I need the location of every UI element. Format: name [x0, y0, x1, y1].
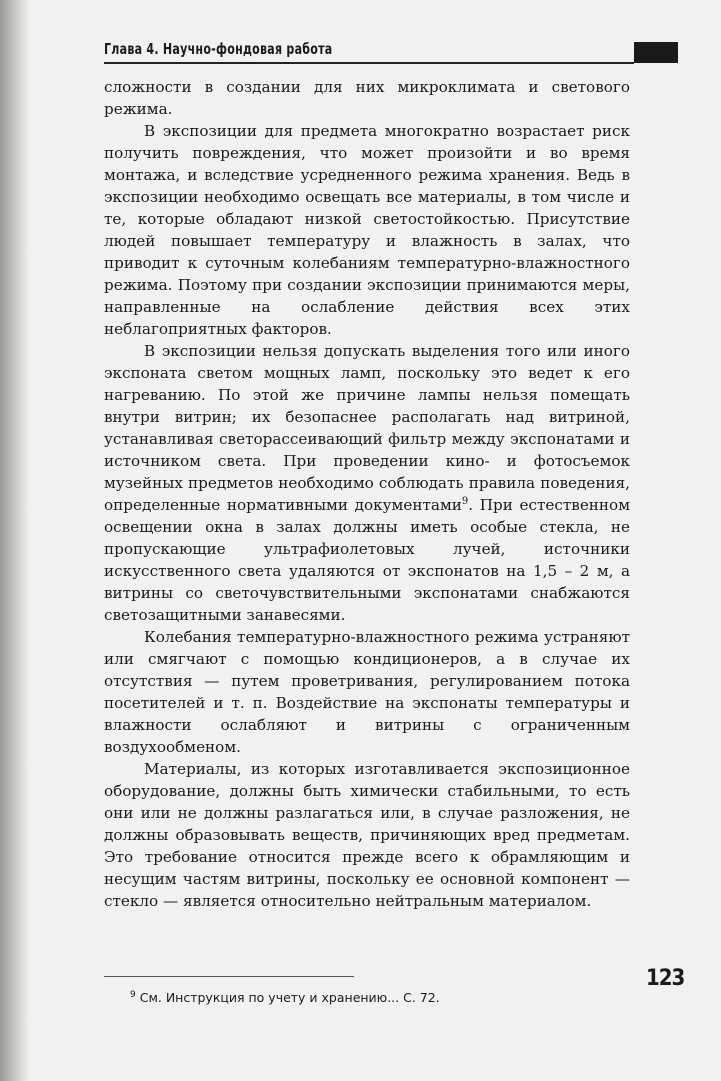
header-title: Глава 4. Научно-фондовая работа — [104, 40, 333, 58]
paragraph-text: . При естественном освещении окна в залах должны иметь особые стекла, не пропускающие ультрафиолетовых лучей, источники искусственного света удаляются от экспонатов на 1,5 – 2 м, а витрины со светочувствительными экспонатами снабжаются светозащитными занавесями. — [104, 496, 631, 624]
paragraph-text: В экспозиции нельзя допускать выделения того или иного экспоната светом мощных ламп, поскольку это ведет к его нагреванию. По этой же причине лампы нельзя помещать внутри витрин; их безопаснее располагать над витриной, устанавливая светорассеивающий фильтр между экспонатами и источником света. При проведении кино- и фотосъемок музейных предметов необходимо соблюдать правила поведения, определенные нормативными документами — [104, 342, 630, 514]
page-binding-edge — [0, 0, 28, 1081]
footnote-separator — [104, 976, 354, 977]
header-black-marker — [634, 42, 678, 63]
paragraph: Материалы, из которых изготавливается экспозиционное оборудование, должны быть химически стабильными, то есть они или не должны разлагаться или, в случае разложения, не должны образовывать веществ, причиняющих вред предметам. Это требование относится прежде всего к обрамляющим и несущим частям витрины, поскольку ее основной компонент — стекло — является относительно нейтральным материалом. — [104, 760, 630, 910]
paragraph: В экспозиции для предмета многократно возрастает риск получить повреждения, что может произойти и во время монтажа, и вследствие усредненного режима хранения. Ведь в экспозиции необходимо освещать все материалы, в том числе и те, которые обладают низкой светостойкостью. Присутствие людей повышает температуру и влажность в залах, что приводит к суточным колебаниям температурно-влажностного режима. Поэтому при создании экспозиции принимаются меры, направленные на ослабление действия всех этих неблагоприятных факторов. — [104, 122, 630, 338]
footnote-reference[interactable]: 9 — [461, 495, 469, 507]
header-rule — [104, 62, 634, 64]
page-number: 123 — [646, 966, 685, 991]
footnote-text: См. Инструкция по учету и хранению... С. 72. — [139, 990, 440, 1006]
footnote — [130, 986, 440, 1007]
running-header — [104, 40, 678, 64]
main-text — [104, 76, 630, 912]
paragraph: Колебания температурно-влажностного режима устраняют или смягчают с помощью кондиционеров, а в случае их отсутствия — путем проветривания, регулированием потока посетителей и т. п. Воздействие на экспонаты температуры и влажности ослабляют и витрины с ограниченным воздухообменом. — [104, 628, 630, 756]
paragraph-continued: сложности в создании для них микроклимата и светового режима. — [104, 78, 630, 118]
paragraph-with-footnote — [104, 340, 630, 626]
footnote-marker: 9 — [130, 990, 136, 1000]
